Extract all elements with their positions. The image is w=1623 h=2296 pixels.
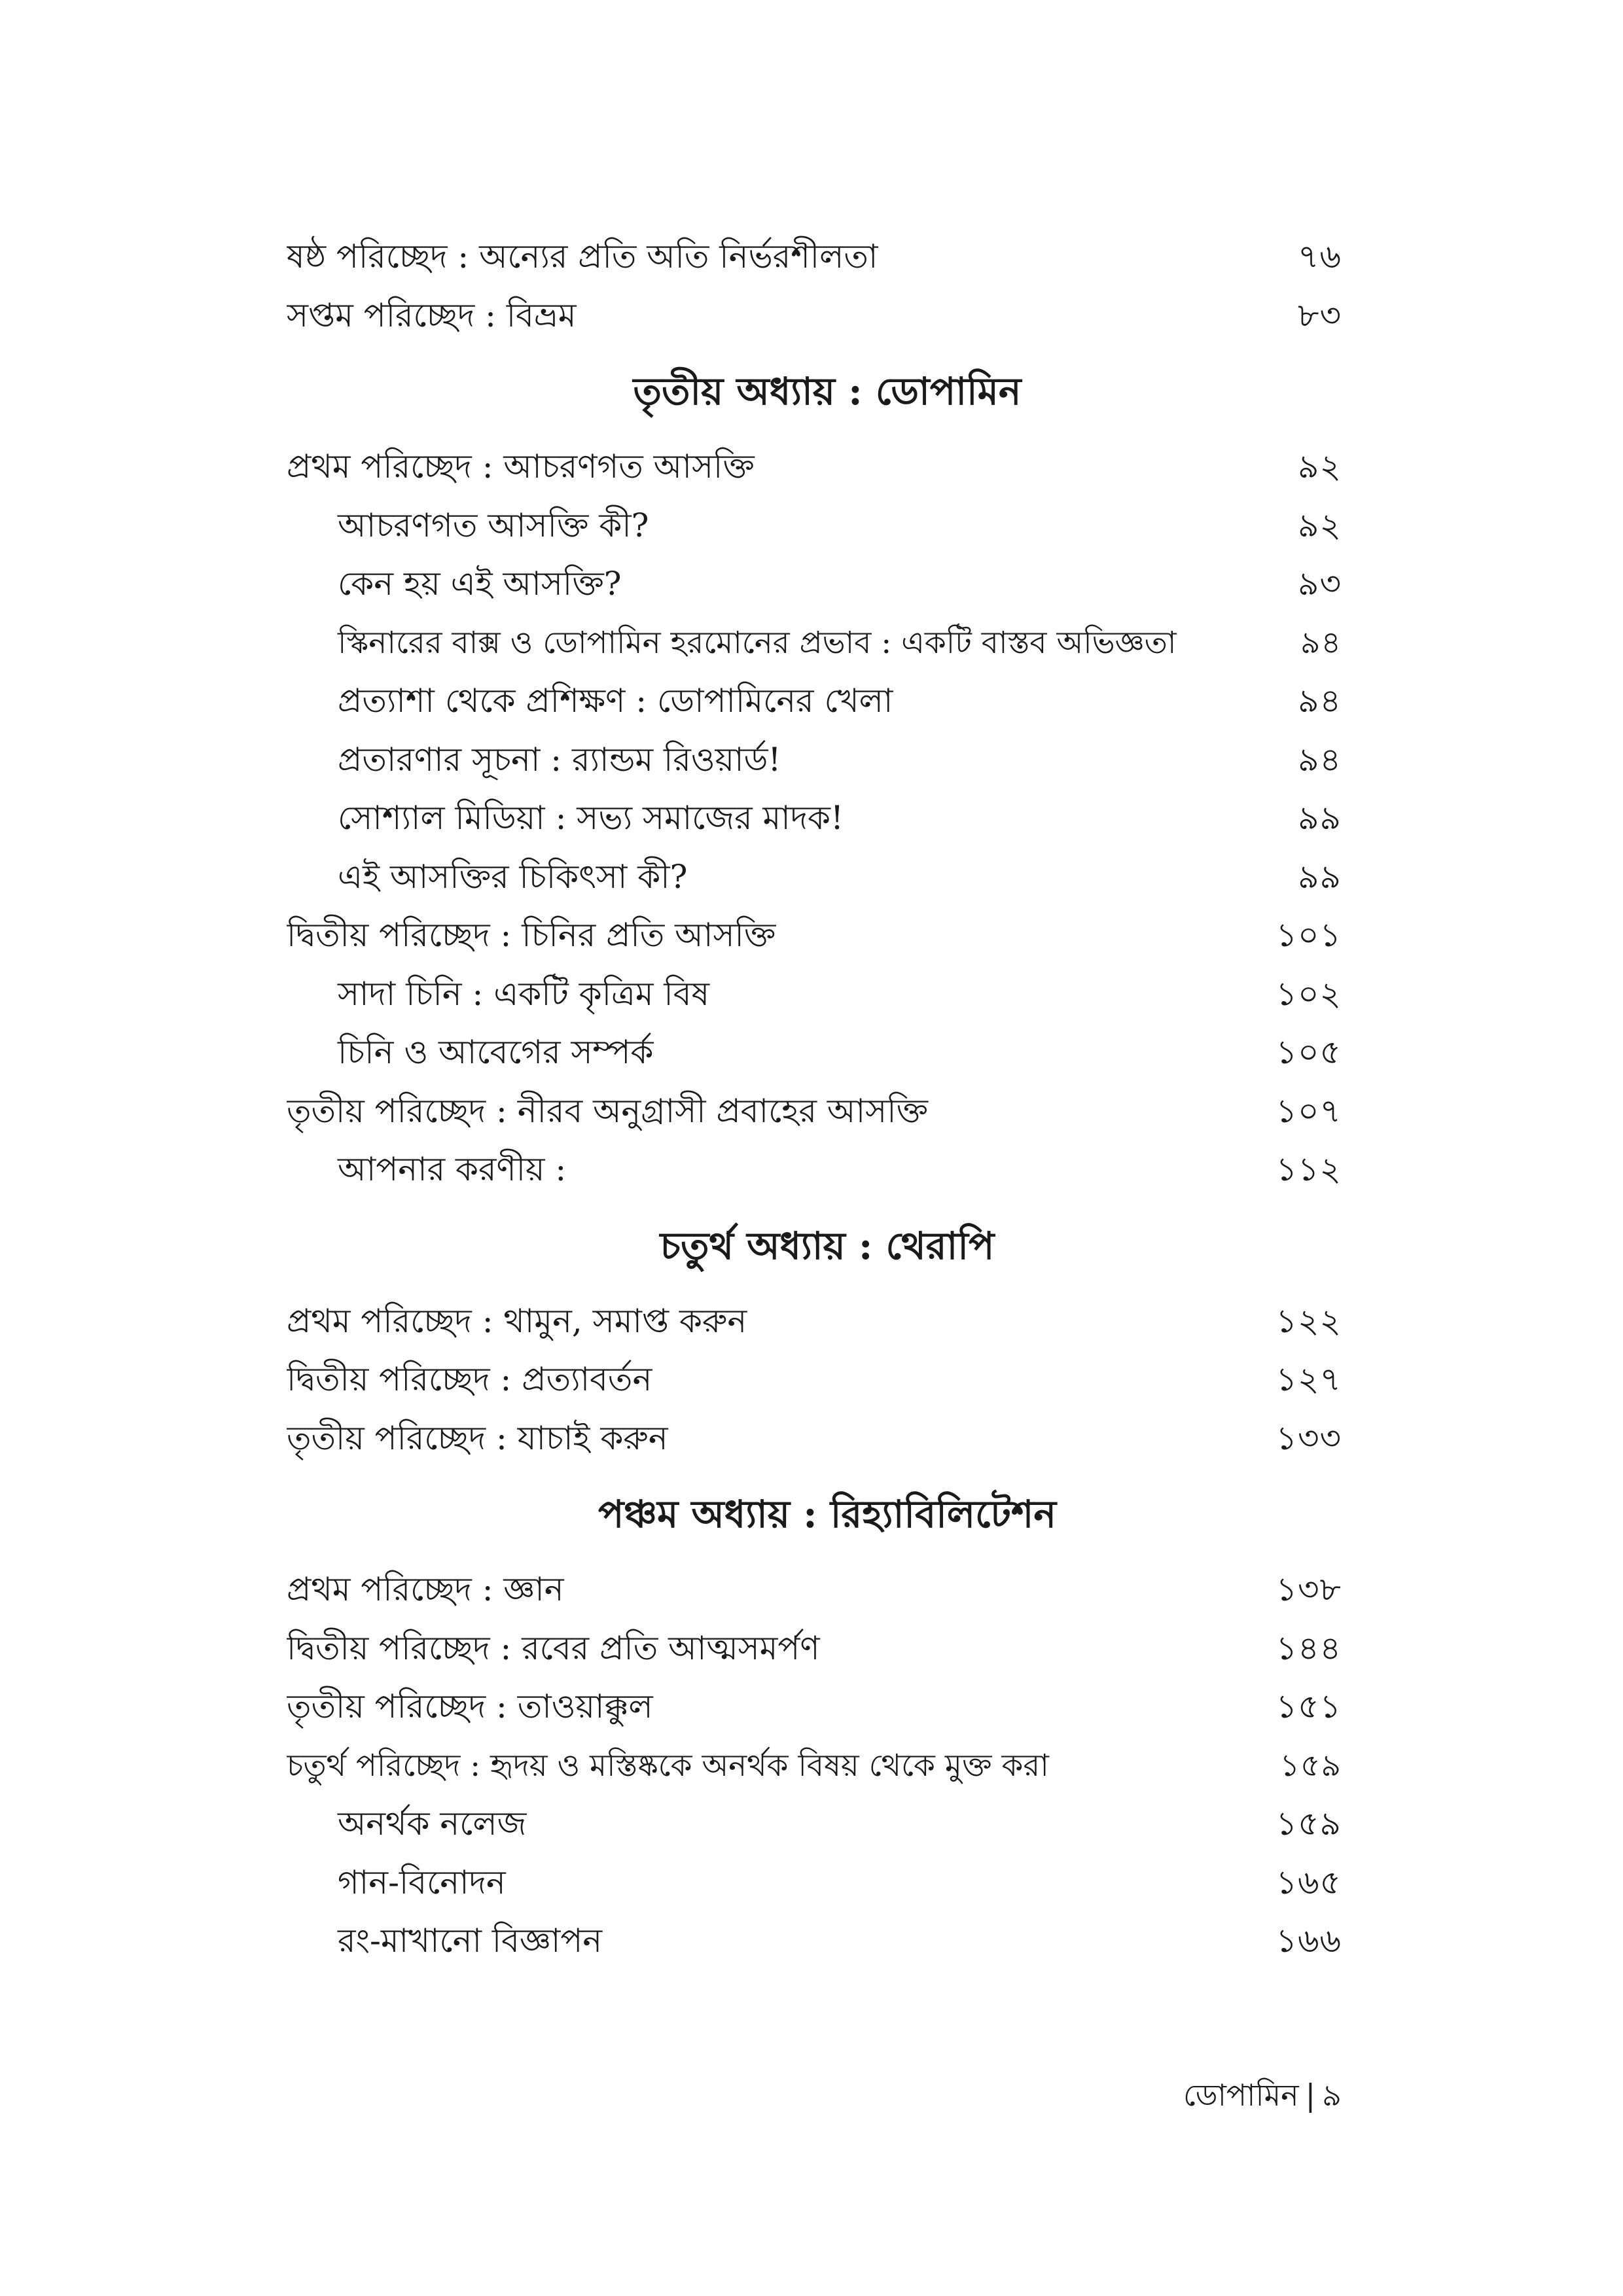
toc-entry-title: ষষ্ঠ পরিচ্ছেদ : অন্যের প্রতি অতি নির্ভরশীলতা (287, 238, 878, 275)
toc-entry-page: ১৩৮ (1275, 1570, 1342, 1608)
toc-entry[interactable] (287, 438, 1342, 497)
toc-entry-page: ১০১ (1275, 916, 1342, 954)
toc-entry[interactable] (287, 1292, 1342, 1351)
toc-entry-title: প্রথম পরিচ্ছেদ : আচরণগত আসক্তি (287, 448, 755, 486)
toc-entry-title: সপ্তম পরিচ্ছেদ : বিভ্রম (287, 296, 577, 334)
toc-entry[interactable] (287, 1678, 1342, 1737)
toc-entry-title: চিনি ও আবেগের সম্পর্ক (338, 1033, 654, 1071)
toc-entry-title: প্রথম পরিচ্ছেদ : জ্ঞান (287, 1570, 564, 1608)
toc-entry-title: এই আসক্তির চিকিৎসা কী? (338, 857, 688, 896)
toc-entry-title: দ্বিতীয় পরিচ্ছেদ : প্রত্যাবর্তন (287, 1360, 652, 1398)
toc-entry-page: ৯৪ (1298, 682, 1342, 720)
toc-subentry[interactable] (287, 1854, 1342, 1913)
toc-subentry[interactable] (287, 731, 1342, 790)
toc-entry[interactable] (287, 1351, 1342, 1409)
toc-entry-title: তৃতীয় পরিচ্ছেদ : যাচাই করুন (287, 1419, 668, 1457)
toc-entry-page: ১৫৯ (1279, 1747, 1342, 1784)
toc-entry-title: রং-মাখানো বিজ্ঞাপন (338, 1922, 603, 1960)
toc-entry-title: অনর্থক নলেজ (338, 1805, 527, 1843)
toc-subentry[interactable] (287, 1023, 1342, 1082)
toc-entry-title: গান-বিনোদন (338, 1863, 506, 1901)
toc-subentry[interactable] (287, 497, 1342, 556)
toc-entry-title: আচরণগত আসক্তি কী? (338, 506, 649, 544)
toc-entry[interactable] (287, 1737, 1342, 1795)
page-footer (1183, 2073, 1342, 2123)
chapter-heading-5: পঞ্চম অধ্যায় : রিহ্যাবিলিটেশন (598, 1492, 1056, 1536)
toc-entry[interactable] (287, 906, 1342, 965)
toc-entry-page: ১৫১ (1275, 1687, 1342, 1725)
toc-subentry[interactable] (287, 1140, 1342, 1199)
toc-entry-title: দ্বিতীয় পরিচ্ছেদ : চিনির প্রতি আসক্তি (287, 916, 776, 954)
toc-subentry[interactable] (287, 848, 1342, 907)
footer-separator: | (1305, 2077, 1316, 2113)
toc-subentry[interactable] (287, 672, 1342, 731)
toc-entry[interactable] (287, 1619, 1342, 1678)
toc-entry-page: ৯৯ (1298, 799, 1342, 837)
toc-subentry[interactable] (287, 614, 1342, 673)
toc-entry-title: সোশ্যাল মিডিয়া : সভ্য সমাজের মাদক! (338, 799, 844, 837)
toc-entry-page: ১০৭ (1275, 1091, 1342, 1130)
toc-entry-title: প্রথম পরিচ্ছেদ : থামুন, সমাপ্ত করুন (287, 1301, 747, 1340)
toc-entry-page: ৯৪ (1298, 740, 1342, 779)
toc-entry-title: চতুর্থ পরিচ্ছেদ : হৃদয় ও মস্তিষ্ককে অনর্থক বিষয় থেকে মুক্ত করা (287, 1747, 1049, 1784)
chapter-heading-4: চতুর্থ অধ্যায় : থেরাপি (660, 1223, 995, 1268)
toc-entry[interactable] (287, 1561, 1342, 1619)
toc-entry-page: ৯২ (1298, 506, 1342, 544)
toc-subentry[interactable] (287, 1795, 1342, 1854)
toc-entry-page: ১০২ (1275, 974, 1342, 1013)
toc-entry-title: স্কিনারের বাক্স ও ডোপামিন হরমোনের প্রভাব : একটি বাস্তব অভিজ্ঞতা (338, 624, 1177, 661)
toc-entry-title: তৃতীয় পরিচ্ছেদ : নীরব অনুগ্রাসী প্রবাহের আসক্তি (287, 1091, 929, 1130)
toc-entry-page: ১৬৬ (1275, 1922, 1342, 1960)
toc-entry-title: আপনার করণীয় : (338, 1150, 567, 1188)
toc-entry-title: দ্বিতীয় পরিচ্ছেদ : রবের প্রতি আত্মসমর্পণ (287, 1629, 820, 1667)
toc-entry-page: ১০৫ (1275, 1033, 1342, 1071)
running-title: ডোপামিন (1183, 2077, 1299, 2113)
toc-entry-page: ৯৯ (1298, 857, 1342, 896)
toc-entry-page: ১২২ (1275, 1301, 1342, 1340)
toc-entry[interactable] (287, 1409, 1342, 1468)
toc-entry-title: প্রতারণার সূচনা : র‍্যান্ডম রিওয়ার্ড! (338, 740, 781, 779)
toc-subentry[interactable] (287, 555, 1342, 614)
toc-entry[interactable] (287, 228, 1342, 287)
toc-entry-page: ১১২ (1275, 1150, 1342, 1188)
toc-entry-page: ৯৩ (1298, 565, 1342, 603)
toc-entry-page: ১৫৯ (1275, 1805, 1342, 1843)
toc-entry-page: ৭৬ (1297, 238, 1342, 275)
toc-entry-page: ৯৪ (1300, 624, 1342, 661)
toc-entry-page: ১৬৫ (1275, 1863, 1342, 1901)
toc-entry-page: ১২৭ (1275, 1360, 1342, 1398)
toc-entry-title: তৃতীয় পরিচ্ছেদ : তাওয়াক্কুল (287, 1687, 653, 1725)
table-of-contents (287, 228, 1342, 1971)
toc-entry[interactable] (287, 1082, 1342, 1141)
toc-entry-page: ১৩৩ (1275, 1419, 1342, 1457)
toc-entry[interactable] (287, 287, 1342, 345)
chapter-heading-3: তৃতীয় অধ্যায় : ডোপামিন (633, 369, 1022, 414)
toc-entry-title: কেন হয় এই আসক্তি? (338, 565, 622, 603)
page-number: ৯ (1322, 2077, 1342, 2113)
toc-entry-page: ১৪৪ (1275, 1629, 1342, 1667)
toc-entry-page: ৮৩ (1298, 296, 1342, 334)
toc-subentry[interactable] (287, 965, 1342, 1024)
toc-entry-title: প্রত্যাশা থেকে প্রশিক্ষণ : ডোপামিনের খেলা (338, 682, 893, 720)
toc-entry-page: ৯২ (1298, 448, 1342, 486)
toc-subentry[interactable] (287, 1912, 1342, 1971)
toc-subentry[interactable] (287, 789, 1342, 848)
toc-entry-title: সাদা চিনি : একটি কৃত্রিম বিষ (338, 974, 710, 1013)
